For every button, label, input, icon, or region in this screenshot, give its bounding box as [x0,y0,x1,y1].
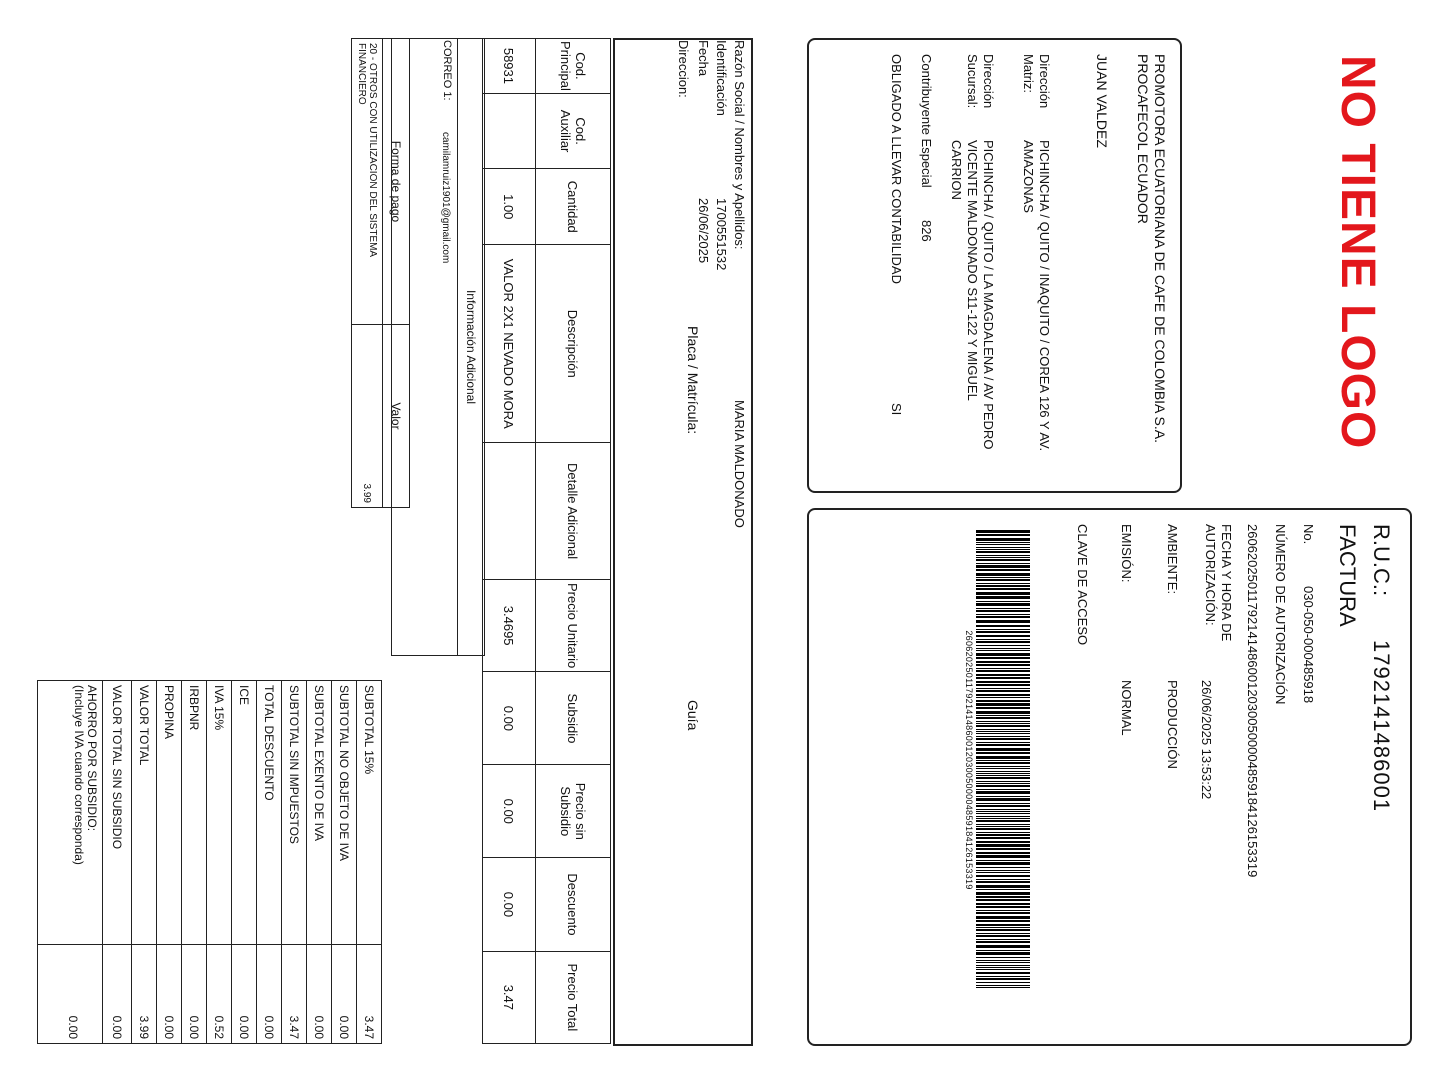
barcode-bar [976,828,1030,830]
items-header-cell: Precio sin Subsidio [536,765,611,858]
barcode-bar [976,748,1030,751]
barcode-bar [976,738,1030,740]
barcode-bar [976,789,1030,790]
barcode-bar [976,668,1030,669]
barcode-bar [976,742,1030,743]
totals-value: 0.00 [257,945,282,1044]
barcode-bar [976,978,1030,980]
accounting-label: OBLIGADO A LLEVAR CONTABILIDAD [889,54,904,284]
barcode-bar [976,703,1030,706]
barcode-bar [976,933,1030,934]
branch-address-label: Dirección Sucursal: [965,54,996,109]
items-cell: 0.00 [483,765,536,858]
barcode-bar [976,872,1030,873]
barcode-bar [976,752,1030,754]
barcode-bar [976,744,1030,746]
items-header-cell: Precio Unitario [536,579,611,672]
barcode-bar [976,818,1030,819]
barcode-bar [976,870,1030,871]
barcode-bar [976,639,1030,640]
barcode-bar [976,645,1030,646]
subsidy-saving-label: AHORRO POR SUBSIDIO: [85,685,99,832]
auth-date: 26/06/2025 13:53:22 [1199,680,1214,800]
barcode-bar [976,661,1030,664]
barcode-bar [976,573,1030,576]
barcode-bar [976,610,1030,612]
barcode-bar [976,987,1030,988]
barcode-bar [976,717,1030,719]
barcode-bar [976,629,1030,630]
barcode-bar [976,950,1030,951]
barcode-bar [976,768,1030,769]
environment-value: PRODUCCIÓN [1165,680,1180,769]
barcode-bar [976,912,1030,914]
matrix-address: PICHINCHA / QUITO / INAQUITO / COREA 126 Y AV. AMAZONAS [1021,140,1052,452]
barcode-bar [976,805,1030,807]
barcode-bar [976,816,1030,817]
barcode-bar [976,700,1030,702]
payment-value-header: Valor [383,325,410,508]
subsidy-saving-note: (Incluye IVA cuando corresponda) [72,685,86,865]
payment-method-header: Forma de pago [383,39,410,325]
barcode-bar [976,967,1030,968]
items-header-cell: Cod. Principal [536,39,611,94]
table-row [483,39,536,1044]
email-label: CORREO 1: [392,39,458,132]
guide-label: Guía [685,700,701,731]
barcode-bar [976,688,1030,689]
totals-value: 3.99 [132,945,157,1044]
barcode-bar [976,707,1030,709]
totals-row [332,681,357,1044]
barcode-bar [976,694,1030,696]
barcode-bar [976,985,1030,986]
barcode-bar [976,785,1030,787]
email-value: camilamruiz1901@gmail.com [392,131,458,656]
items-header-cell: Cantidad [536,169,611,245]
totals-label: VALOR TOTAL [132,681,157,945]
barcode-bar [976,775,1030,776]
barcode-bar [976,916,1030,919]
barcode-bar [976,939,1030,940]
barcode-bar [976,557,1030,558]
totals-label: SUBTOTAL EXENTO DE IVA [307,681,332,945]
totals-label: TOTAL DESCUENTO [257,681,282,945]
barcode-bar [976,555,1030,556]
totals-value: 0.00 [307,945,332,1044]
barcode-bar [976,889,1030,891]
total-without-subsidy-label: VALOR TOTAL SIN SUBSIDIO [103,681,132,945]
barcode-bar [976,899,1030,901]
barcode-bar [976,976,1030,977]
emission-label: EMISIÓN: [1119,524,1134,583]
barcode-bar [976,969,1030,970]
barcode-bar [976,583,1030,584]
barcode-bar [976,826,1030,827]
barcode-bar [976,892,1030,895]
totals-label: SUBTOTAL NO OBJETO DE IVA [332,681,357,945]
totals-value: 0.00 [232,945,257,1044]
totals-label: SUBTOTAL 15% [357,681,382,945]
access-key-number: 2606202501179214148600120300500004859184126153319 [964,630,974,890]
totals-value: 0.52 [207,945,232,1044]
barcode-bar [976,848,1030,850]
buyer-address-label: Direccion: [676,40,691,98]
barcode-bar [976,781,1030,782]
total-without-subsidy-value: 0.00 [103,945,132,1044]
barcode-bar [976,972,1030,974]
invoice-number-label: No. [1301,524,1316,545]
barcode-bar [976,725,1030,727]
barcode-bar [976,960,1030,961]
plate-label: Placa / Matrícula: [685,326,701,435]
totals-row [307,681,332,1044]
barcode-bar [976,756,1030,759]
barcode-image [976,530,1030,990]
barcode-bar [976,783,1030,784]
barcode-bar [976,929,1030,931]
issuer-trade-name: JUAN VALDEZ [1094,54,1110,148]
items-cell [483,93,536,168]
totals-row [157,681,182,1044]
barcode-bar [976,631,1030,633]
access-key-barcode [964,530,1030,990]
barcode-bar [976,896,1030,898]
totals-label: ICE [232,681,257,945]
barcode-bar [976,852,1030,855]
barcode-bar [976,855,1030,858]
barcode-bar [976,635,1030,637]
issuer-box [807,38,1182,493]
barcode-bar [976,796,1030,797]
items-header-cell: Subsidio [536,672,611,765]
barcode-bar [976,791,1030,794]
totals-label: SUBTOTAL SIN IMPUESTOS [282,681,307,945]
barcode-bar [976,731,1030,732]
barcode-bar [976,841,1030,843]
totals-table [37,680,382,1044]
totals-row [182,681,207,1044]
barcode-bar [976,677,1030,679]
ruc-number: 1792141486001 [1369,640,1394,813]
totals-label: IRBPNR [182,681,207,945]
barcode-bar [976,715,1030,716]
items-cell [483,443,536,580]
totals-value: 0.00 [332,945,357,1044]
barcode-bar [976,650,1030,651]
barcode-bar [976,777,1030,779]
barcode-bar [976,809,1030,810]
barcode-bar [976,569,1030,571]
barcode-bar [976,924,1030,927]
items-header-cell: Precio Total [536,951,611,1043]
totals-value: 0.00 [182,945,207,1044]
additional-info-title: Información Adicional [458,39,485,656]
payment-table [351,38,410,508]
barcode-bar [976,538,1030,541]
totals-row [357,681,382,1044]
barcode-bar [976,920,1030,922]
barcode-bar [976,588,1030,590]
barcode-bar [976,620,1030,621]
payment-method: 20 - OTROS CON UTILIZACION DEL SISTEMA FINANCIERO [352,39,383,325]
barcode-bar [976,811,1030,812]
ruc-label: R.U.C.: [1369,524,1394,597]
issuer-company-name: PROMOTORA ECUATORIANA DE CAFE DE COLOMBIA S.A. PROCAFECOL ECUADOR [1135,54,1168,443]
totals-row [282,681,307,1044]
totals-value: 0.00 [157,945,182,1044]
barcode-bar [976,577,1030,578]
barcode-bar [976,798,1030,801]
auth-number: 2606202501179214148600120300500004859184126153319 [1245,524,1260,878]
barcode-bar [976,879,1030,880]
emission-value: NORMAL [1119,680,1134,736]
barcode-bar [976,957,1030,958]
barcode-bar [976,952,1030,955]
buyer-id: 1700551532 [714,198,729,271]
barcode-bar [976,530,1030,533]
barcode-bar [976,601,1030,602]
barcode-bar [976,664,1030,666]
barcode-bar [976,670,1030,672]
barcode-bar [976,837,1030,839]
items-header-cell: Descuento [536,858,611,952]
barcode-bar [976,690,1030,692]
barcode-bar [976,542,1030,543]
branch-address: PICHINCHA / QUITO / LA MAGDALENA / AV PEDRO VICENTE MALDONADO S11-122 Y MIGUEL CARRION [949,140,996,450]
document-type: FACTURA [1335,524,1360,627]
barcode-bar [976,559,1030,561]
special-taxpayer-number: 826 [919,220,934,242]
barcode-bar [976,721,1030,722]
buyer-box [613,38,753,1046]
barcode-bar [976,962,1030,963]
barcode-bar [976,903,1030,905]
items-cell: 0.00 [483,672,536,765]
logo-placeholder: NO TIENE LOGO [1331,55,1384,450]
accounting-value: SI [889,403,904,416]
barcode-bar [976,684,1030,686]
totals-row [257,681,282,1044]
items-cell: 3.4695 [483,579,536,672]
barcode-bar [976,534,1030,536]
barcode-bar [976,641,1030,643]
auth-date-label: FECHA Y HORA DE AUTORIZACIÓN: [1203,524,1234,642]
totals-row [132,681,157,1044]
buyer-name: MARIA MALDONADO [732,400,747,528]
subsidy-saving-value: 0.00 [38,945,103,1044]
items-header-cell: Descripción [536,245,611,443]
items-cell: 0.00 [483,858,536,952]
barcode-bar [976,832,1030,833]
barcode-bar [976,982,1030,983]
barcode-bar [976,653,1030,656]
invoice-info-box [807,508,1412,1046]
items-cell: 58931 [483,39,536,94]
auth-number-label: NÚMERO DE AUTORIZACIÓN [1273,524,1288,705]
barcode-bar [976,608,1030,609]
environment-label: AMBIENTE: [1165,524,1180,595]
buyer-id-label: Identificación [714,40,729,116]
matrix-address-label: Dirección Matriz: [1021,54,1052,109]
items-header-cell: Cod. Auxiliar [536,93,611,168]
barcode-bar [976,616,1030,618]
buyer-date: 26/06/2025 [696,198,711,264]
barcode-bar [976,762,1030,764]
barcode-bar [976,906,1030,908]
barcode-bar [976,813,1030,815]
barcode-bar [976,736,1030,737]
barcode-bar [976,733,1030,735]
barcode-bar [976,723,1030,724]
barcode-bar [976,867,1030,868]
barcode-bar [976,766,1030,767]
barcode-bar [976,885,1030,888]
payment-value: 3.99 [352,325,383,508]
barcode-bar [976,834,1030,836]
access-key-label: CLAVE DE ACCESO [1075,524,1090,646]
invoice-number: 030-050-000485918 [1301,586,1316,704]
barcode-bar [976,941,1030,943]
buyer-date-label: Fecha [696,40,711,77]
subsidy-saving-cell [38,681,103,945]
barcode-bar [976,657,1030,659]
barcode-bar [976,603,1030,606]
barcode-bar [976,549,1030,550]
barcode-bar [976,910,1030,911]
barcode-bar [976,844,1030,847]
barcode-bar [976,771,1030,772]
items-header-cell: Detalle Adicional [536,443,611,580]
totals-value: 3.47 [357,945,382,1044]
items-table [482,38,611,1044]
barcode-bar [976,881,1030,883]
items-cell: 1.00 [483,169,536,245]
barcode-bar [976,697,1030,699]
barcode-bar [976,773,1030,774]
barcode-bar [976,729,1030,730]
totals-label: IVA 15% [207,681,232,945]
barcode-bar [976,563,1030,564]
barcode-bar [976,592,1030,595]
barcode-bar [976,621,1030,623]
barcode-bar [976,625,1030,627]
barcode-bar [976,945,1030,948]
barcode-bar [976,803,1030,804]
items-cell: 3.47 [483,951,536,1043]
buyer-name-label: Razón Social / Nombres y Apellidos: [732,40,747,250]
barcode-bar [976,927,1030,928]
barcode-bar [976,824,1030,825]
barcode-bar [976,875,1030,877]
barcode-bar [976,579,1030,581]
barcode-bar [976,820,1030,822]
barcode-bar [976,614,1030,615]
barcode-bar [976,681,1030,683]
barcode-bar [976,862,1030,865]
barcode-bar [976,585,1030,588]
totals-row [207,681,232,1044]
barcode-bar [976,596,1030,599]
barcode-bar [976,760,1030,761]
barcode-bar [976,965,1030,966]
barcode-bar [976,711,1030,714]
barcode-bar [976,648,1030,649]
totals-value: 3.47 [282,945,307,1044]
totals-row [232,681,257,1044]
barcode-bar [976,544,1030,546]
barcode-bar [976,547,1030,548]
barcode-bar [976,674,1030,676]
special-taxpayer-label: Contribuyente Especial [919,54,934,188]
barcode-bar [976,565,1030,568]
totals-label: PROPINA [157,681,182,945]
barcode-bar [976,551,1030,553]
items-cell: VALOR 2X1 NEVADO MORA [483,245,536,443]
barcode-bar [976,860,1030,861]
barcode-bar [976,935,1030,937]
